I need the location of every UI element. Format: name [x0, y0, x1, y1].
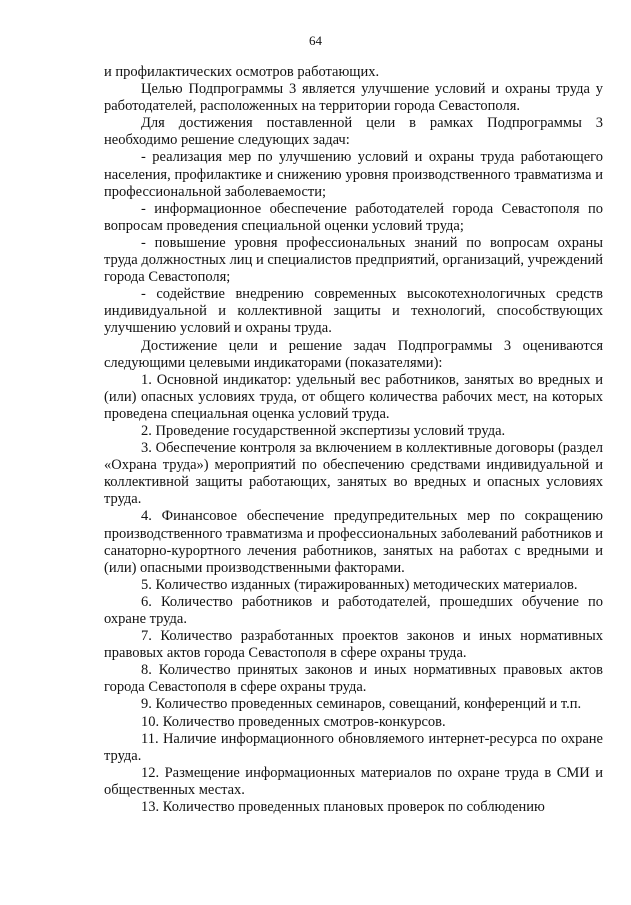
indicator-item: 3. Обеспечение контроля за включением в коллективные договоры (раздел «Охрана труда») мероприятий по обеспечению средствами индивидуальной и коллективной защиты работающих, занятых во вредных и опасных условиях труда. [104, 440, 603, 508]
paragraph: Целью Подпрограммы 3 является улучшение условий и охраны труда у работодателей, расположенных на территории города Севастополя. [104, 81, 603, 115]
indicator-item: 1. Основной индикатор: удельный вес работников, занятых во вредных и (или) опасных условиях труда, от общего количества рабочих мест, на которых проведена специальная оценка условий труда. [104, 371, 603, 422]
task-list-item: - информационное обеспечение работодателей города Севастополя по вопросам проведения специальной оценки условий труда; [104, 200, 603, 234]
indicator-item: 2. Проведение государственной экспертизы условий труда. [141, 422, 506, 439]
task-list-item: - реализация мер по улучшению условий и охраны труда работающего населения, профилактике и снижению уровня производственного травматизма и профессиональной заболеваемости; [104, 149, 603, 200]
paragraph: Достижение цели и решение задач Подпрограммы 3 оцениваются следующими целевыми индикаторами (показателями): [104, 337, 603, 371]
page-number: 64 [309, 33, 322, 48]
indicator-item: 9. Количество проведенных семинаров, совещаний, конференций и т.п. [141, 696, 582, 713]
indicator-item: 13. Количество проведенных плановых проверок по соблюдению [141, 799, 545, 816]
document-body [104, 64, 603, 816]
indicator-item: 12. Размещение информационных материалов по охране труда в СМИ и общественных местах. [104, 764, 603, 798]
indicator-item: 6. Количество работников и работодателей, прошедших обучение по охране труда. [104, 593, 603, 627]
indicator-item: 10. Количество проведенных смотров-конкурсов. [141, 713, 446, 730]
paragraph: и профилактических осмотров работающих. [104, 64, 380, 80]
indicator-item: 4. Финансовое обеспечение предупредительных мер по сокращению производственного травматизма и профессиональных заболеваний работников и санаторно-курортного лечения работников, занятых на работах с вредными и (или) опасными производственными факторами. [104, 508, 603, 576]
indicator-item: 5. Количество изданных (тиражированных) методических материалов. [141, 576, 578, 593]
paragraph: Для достижения поставленной цели в рамках Подпрограммы 3 необходимо решение следующих задач: [104, 115, 603, 149]
task-list-item: - содействие внедрению современных высокотехнологичных средств индивидуальной и коллективной защиты и технологий, способствующих улучшению условий и охраны труда. [104, 286, 603, 337]
indicator-item: 7. Количество разработанных проектов законов и иных нормативных правовых актов города Севастополя в сфере охраны труда. [104, 628, 603, 662]
indicator-item: 8. Количество принятых законов и иных нормативных правовых актов города Севастополя в сфере охраны труда. [104, 662, 603, 696]
task-list-item: - повышение уровня профессиональных знаний по вопросам охраны труда должностных лиц и специалистов предприятий, организаций, учреждений города Севастополя; [104, 234, 603, 286]
indicator-item: 11. Наличие информационного обновляемого интернет-ресурса по охране труда. [104, 730, 603, 764]
